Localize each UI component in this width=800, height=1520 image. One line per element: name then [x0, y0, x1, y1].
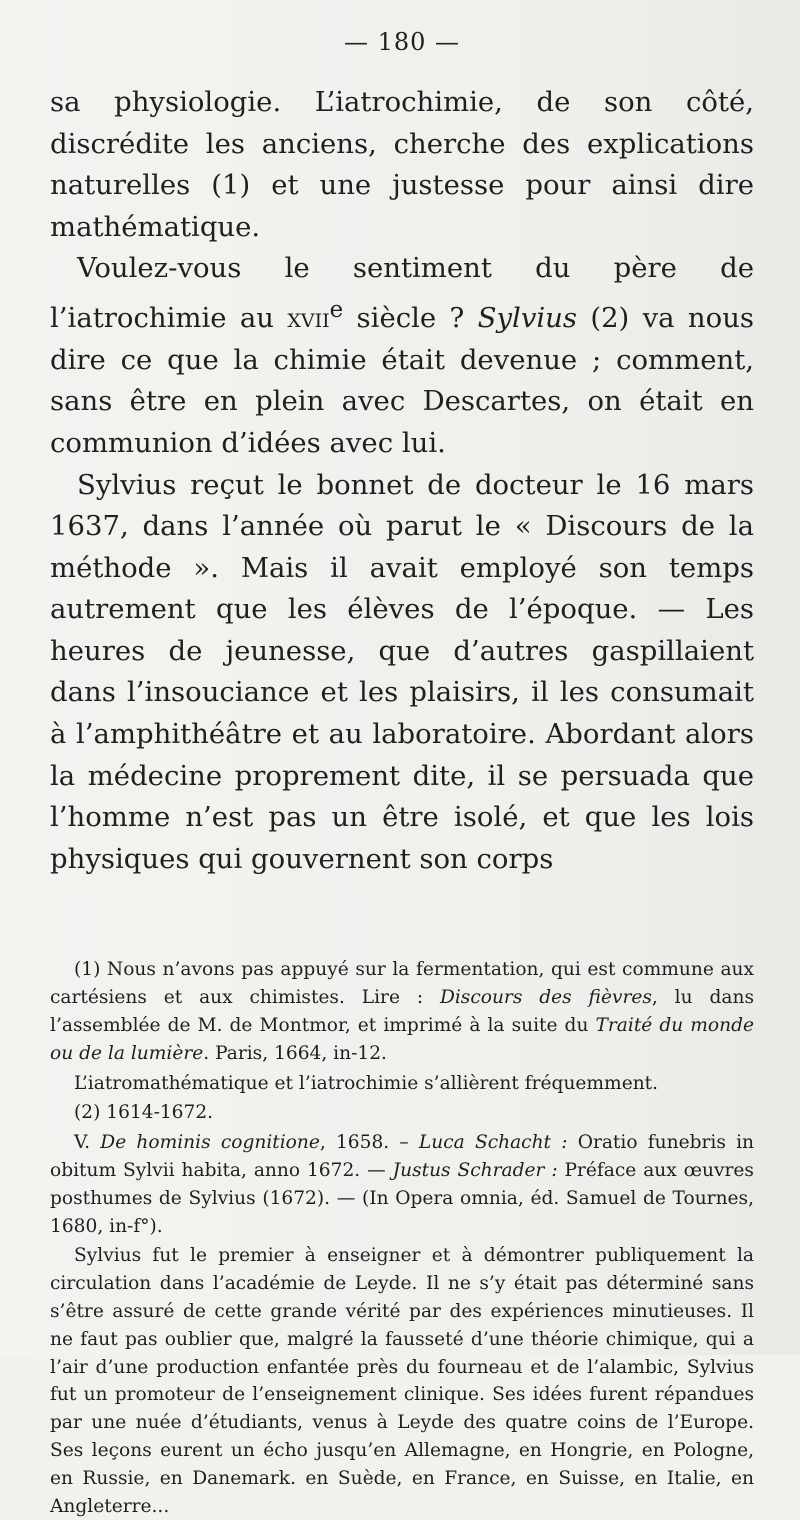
refs-text-b: Oratio funebris in obitum Sylvii habita, anno 1672. —: [50, 1132, 754, 1182]
p2-text-c: (2) va nous dire ce que la chimie était devenue ; comment, sans être en plein avec Descartes, on était en communion d’idées avec lui.: [50, 302, 755, 459]
footnotes: [50, 956, 754, 1520]
footnote-2-references: [50, 1129, 754, 1240]
refs-text-c: Préface aux œuvres posthumes de Sylvius (1672). — (In Opera omnia, éd. Samuel de Tournes, 1680, in-f°).: [50, 1160, 754, 1237]
refs-v: V.: [74, 1132, 101, 1154]
main-text: [50, 82, 754, 880]
fn1-text-c: . Paris, 1664, in-12.: [203, 1042, 387, 1064]
paragraph-2: [50, 248, 754, 464]
paragraph-3: Sylvius reçut le bonnet de docteur le 16 mars 1637, dans l’année où parut le « Discours de la méthode ». Mais il avait employé son temps autrement que les élèves de l’époque. — Les heures de jeunesse, que d’autres gaspillaient dans l’insouciance et les plaisirs, il les consumait à l’amphithéâtre et au laboratoire. Abordant alors la médecine proprement dite, il se persuada que l’homme n’est pas un être isolé, et que les lois physiques qui gouvernent son corps: [50, 468, 754, 875]
p2-text-b: siècle ?: [343, 302, 478, 335]
page-number: — 180 —: [343, 28, 461, 56]
fn1-title-1: Discours des fièvres: [439, 987, 652, 1009]
footnote-1: [50, 956, 754, 1067]
refs-author-2: Justus Schrader :: [392, 1160, 558, 1182]
century-numeral: xvii: [287, 302, 330, 335]
footnote-1-extra: L’iatromathématique et l’iatrochimie s’allièrent fréquemment.: [74, 1072, 659, 1094]
refs-author-1: Luca Schacht :: [418, 1132, 568, 1154]
refs-text-a: , 1658. –: [319, 1132, 419, 1154]
fn1-title-2: Traité du monde ou de la lumière: [50, 1015, 754, 1064]
sylvius-name: Sylvius: [477, 302, 577, 335]
fn1-text-a: (1) Nous n’avons pas appuyé sur la fermentation, qui est commune aux cartésiens et aux chimistes. Lire :: [50, 959, 754, 1009]
paragraph-1: sa physiologie. L’iatrochimie, de son côté, discrédite les anciens, cherche des explications naturelles (1) et une justesse pour ainsi dire mathématique.: [50, 86, 754, 243]
refs-title-1: De hominis cognitione: [100, 1132, 320, 1154]
footnote-2-biography: Sylvius fut le premier à enseigner et à démontrer publiquement la circulation dans l’académie de Leyde. Il ne s’y était pas déterminé sans s’être assuré de cette grande vérité par des expériences minutieuses. Il ne faut pas oublier que, malgré la fausseté d’une théorie chimique, qui a l’air d’une production enfantée près du fourneau et de l’alambic, Sylvius fut un promoteur de l’enseignement clinique. Ses idées furent répandues par une nuée d’étudiants, venus à Leyde des quatre coins de l’Europe. Ses leçons eurent un écho jusqu’en Allemagne, en Hongrie, en Pologne, en Russie, en Danemark. en Suède, en France, en Suisse, en Italie, en Angleterre...: [50, 1245, 754, 1517]
fn1-text-b: , lu dans l’assemblée de M. de Montmor, et imprimé à la suite du: [50, 987, 754, 1037]
century-superscript: e: [329, 296, 344, 323]
footnote-2: (2) 1614-1672.: [74, 1102, 214, 1124]
p2-text-a: Voulez-vous le sentiment du père de l’iatrochimie au: [50, 252, 754, 335]
